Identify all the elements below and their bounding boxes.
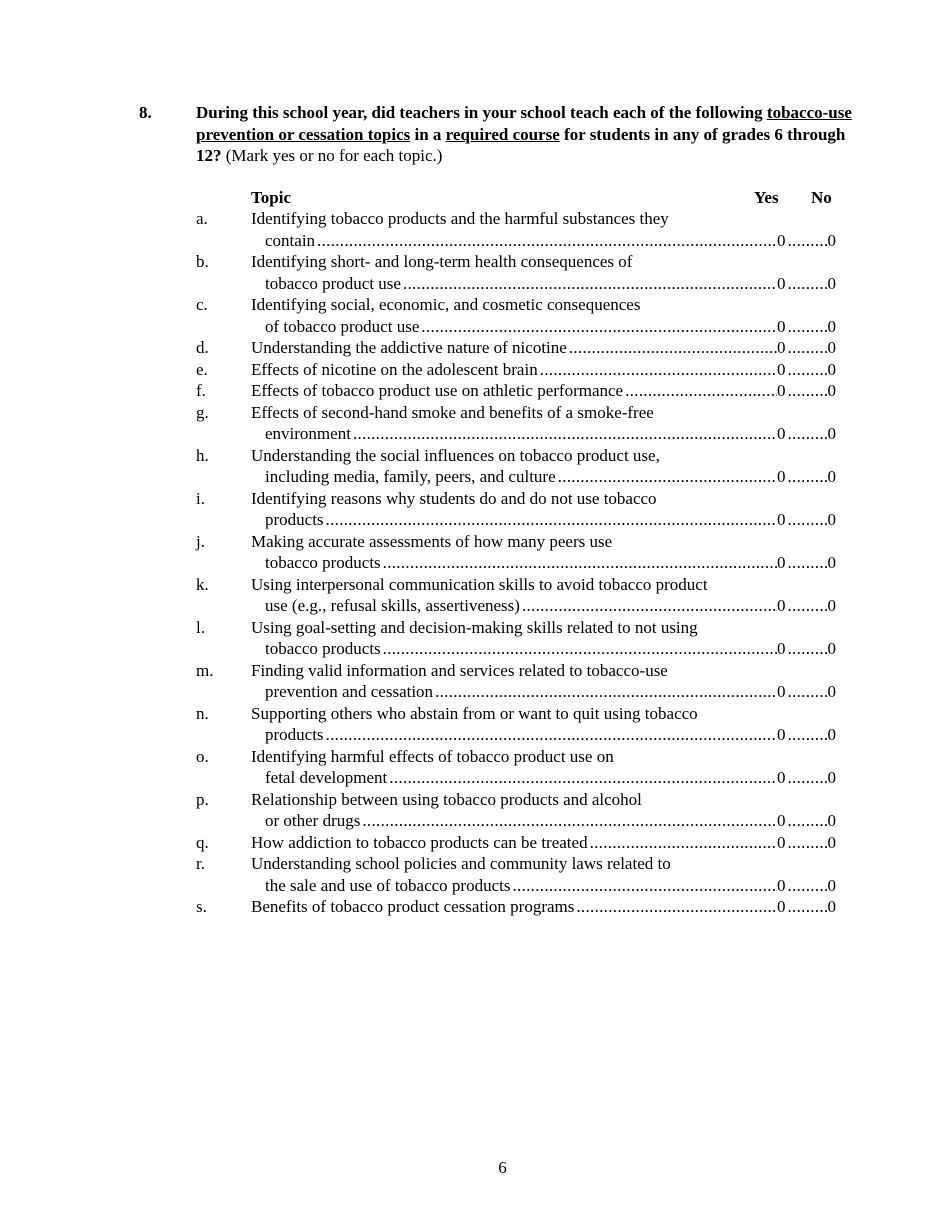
topic-text-continued: use (e.g., refusal skills, assertiveness) [265,596,520,615]
no-option[interactable]: 0 [827,875,836,895]
topic-letter: s. [196,897,207,916]
topic-text: Identifying social, economic, and cosmetic consequences [251,295,641,314]
dot-leader [435,681,777,703]
topic-text: Understanding school policies and community laws related to [251,854,671,873]
topic-letter: o. [196,746,209,766]
topic-text-continued: the sale and use of tobacco products [265,875,511,895]
topic-text: Effects of tobacco product use on athletic performance [251,381,624,400]
dot-leader [317,230,777,252]
no-option[interactable]: 0 [827,316,836,336]
dot-leader [786,466,828,488]
topic-text: How addiction to tobacco products can be treated [251,832,588,852]
topic-letter: c. [196,295,208,314]
dot-leader [786,552,828,574]
topic-text: Relationship between using tobacco products and alcohol [251,789,642,809]
topic-text: Identifying short- and long-term health consequences of [251,252,633,271]
topic-letter: f. [196,381,206,400]
dot-leader [522,595,777,617]
dot-leader [362,810,777,832]
question-part2: in a [410,124,446,144]
dot-leader [786,638,828,660]
topic-text: Finding valid information and services related to tobacco-use [251,660,668,680]
dot-leader [786,273,828,295]
topic-text: Identifying harmful effects of tobacco product use on [251,746,614,766]
no-option[interactable]: 0 [827,897,836,916]
dot-leader [786,724,828,746]
topic-row [196,531,836,574]
question-course-phrase: required course [445,124,560,144]
topic-text-continued: products [265,725,324,744]
header-yes: Yes [754,188,779,207]
topic-text: Benefits of tobacco product cessation programs [251,897,575,916]
yes-option[interactable]: 0 [777,316,786,336]
topic-text: Making accurate assessments of how many peers use [251,531,613,551]
dot-leader [786,832,828,854]
topic-text-continued: products [265,510,324,529]
no-option[interactable]: 0 [827,230,836,250]
dot-leader [786,380,828,402]
yes-option[interactable]: 0 [777,875,786,895]
dot-leader [786,359,828,381]
topic-row [196,832,836,854]
no-option[interactable]: 0 [827,596,836,615]
dot-leader [389,767,777,789]
topic-text: Identifying reasons why students do and do not use tobacco [251,488,657,508]
yes-option[interactable]: 0 [777,682,786,701]
dot-leader [786,316,828,338]
no-option[interactable]: 0 [827,639,836,658]
topic-letter: j. [196,531,205,551]
topic-text-continued: fetal development [265,768,388,787]
dot-leader [625,380,777,402]
topic-letter: r. [196,854,205,873]
dot-leader [540,359,777,381]
topic-text: Effects of second-hand smoke and benefits of a smoke-free [251,402,654,422]
dot-leader [786,875,828,897]
topic-letter: h. [196,445,209,465]
dot-leader [786,810,828,832]
topic-text-continued: or other drugs [265,811,361,830]
yes-option[interactable]: 0 [777,381,786,400]
question-topics-phrase: tobacco-use prevention or cessation topics [196,103,852,144]
dot-leader [558,466,777,488]
page-number: 6 [498,1158,507,1177]
topic-letter: l. [196,617,205,637]
topic-text: Using interpersonal communication skills to avoid tobacco product [251,574,708,594]
header-topic: Topic [251,188,292,207]
topic-letter: d. [196,338,209,357]
topic-row [196,789,836,832]
dot-leader [786,896,828,918]
yes-option[interactable]: 0 [777,725,786,744]
topic-text: Understanding the addictive nature of nicotine [251,338,567,357]
yes-option[interactable]: 0 [777,811,786,830]
no-option[interactable]: 0 [827,424,836,443]
topic-text: Understanding the social influences on tobacco product use, [251,445,660,465]
topic-text-continued: tobacco product use [265,273,401,293]
dot-leader [786,509,828,531]
dot-leader [421,316,777,338]
no-option[interactable]: 0 [827,553,836,572]
question-part3: for students in any of grades 6 through 12? [196,124,846,165]
topic-text: Using goal-setting and decision-making skills related to not using [251,617,698,637]
topic-row [196,574,836,617]
yes-option[interactable]: 0 [777,553,786,572]
no-option[interactable]: 0 [827,725,836,744]
yes-option[interactable]: 0 [777,596,786,615]
topic-row [196,337,836,359]
topic-letter: p. [196,789,209,809]
no-option[interactable]: 0 [827,338,836,357]
topic-list [196,208,836,918]
dot-leader [512,875,777,897]
yes-option[interactable]: 0 [777,467,786,486]
topic-letter: g. [196,402,209,422]
yes-option[interactable]: 0 [777,510,786,529]
topic-row [196,294,836,337]
topic-row [196,660,836,703]
dot-leader [786,423,828,445]
dot-leader [326,509,777,531]
question-number: 8. [139,103,152,122]
topic-letter: b. [196,252,209,271]
yes-option[interactable]: 0 [777,338,786,357]
no-option[interactable]: 0 [827,682,836,701]
topic-row [196,488,836,531]
topic-row [196,380,836,402]
dot-leader [326,724,777,746]
no-option[interactable]: 0 [827,811,836,830]
topic-text-continued: environment [265,424,351,443]
topic-text-continued: of tobacco product use [265,316,420,336]
dot-leader [786,230,828,252]
topic-letter: e. [196,359,208,379]
dot-leader [569,337,777,359]
yes-option[interactable]: 0 [777,424,786,443]
question-instruction: (Mark yes or no for each topic.) [221,146,443,165]
yes-option[interactable]: 0 [777,359,786,379]
dot-leader [576,896,777,918]
dot-leader [403,273,777,295]
topic-text: Identifying tobacco products and the harmful substances they [251,209,669,228]
topic-text-continued: prevention and cessation [265,682,434,701]
dot-leader [786,337,828,359]
header-no: No [811,188,832,207]
topic-text: Supporting others who abstain from or want to quit using tobacco [251,703,698,723]
topic-letter: i. [196,488,205,508]
topic-text-continued: contain [265,230,316,250]
yes-option[interactable]: 0 [777,273,786,293]
topic-text-continued: including media, family, peers, and culture [265,467,556,486]
no-option[interactable]: 0 [827,381,836,400]
yes-option[interactable]: 0 [777,897,786,916]
no-option[interactable]: 0 [827,359,836,379]
topic-row [196,853,836,896]
question-text [196,102,856,167]
topic-row [196,617,836,660]
no-option[interactable]: 0 [827,467,836,486]
topic-row [196,703,836,746]
topic-row [196,208,836,251]
yes-option[interactable]: 0 [777,768,786,787]
dot-leader [383,552,777,574]
topic-letter: k. [196,574,209,594]
topic-text-continued: tobacco products [265,639,381,658]
topic-row [196,746,836,789]
topic-row [196,445,836,488]
no-option[interactable]: 0 [827,832,836,852]
dot-leader [353,423,777,445]
dot-leader [786,767,828,789]
topic-text-continued: tobacco products [265,553,381,572]
topic-letter: m. [196,660,214,680]
topic-text: Effects of nicotine on the adolescent brain [251,359,538,379]
topic-row [196,402,836,445]
no-option[interactable]: 0 [827,273,836,293]
no-option[interactable]: 0 [827,768,836,787]
dot-leader [786,595,828,617]
topic-row [196,359,836,381]
topic-letter: n. [196,703,209,723]
topic-letter: a. [196,209,208,228]
yes-option[interactable]: 0 [777,639,786,658]
topic-row [196,251,836,294]
yes-option[interactable]: 0 [777,832,786,852]
dot-leader [786,681,828,703]
topic-letter: q. [196,832,209,852]
dot-leader [383,638,777,660]
dot-leader [590,832,777,854]
no-option[interactable]: 0 [827,510,836,529]
question-part1: During this school year, did teachers in your school teach each of the following [196,103,767,122]
topic-row [196,896,836,918]
yes-option[interactable]: 0 [777,230,786,250]
